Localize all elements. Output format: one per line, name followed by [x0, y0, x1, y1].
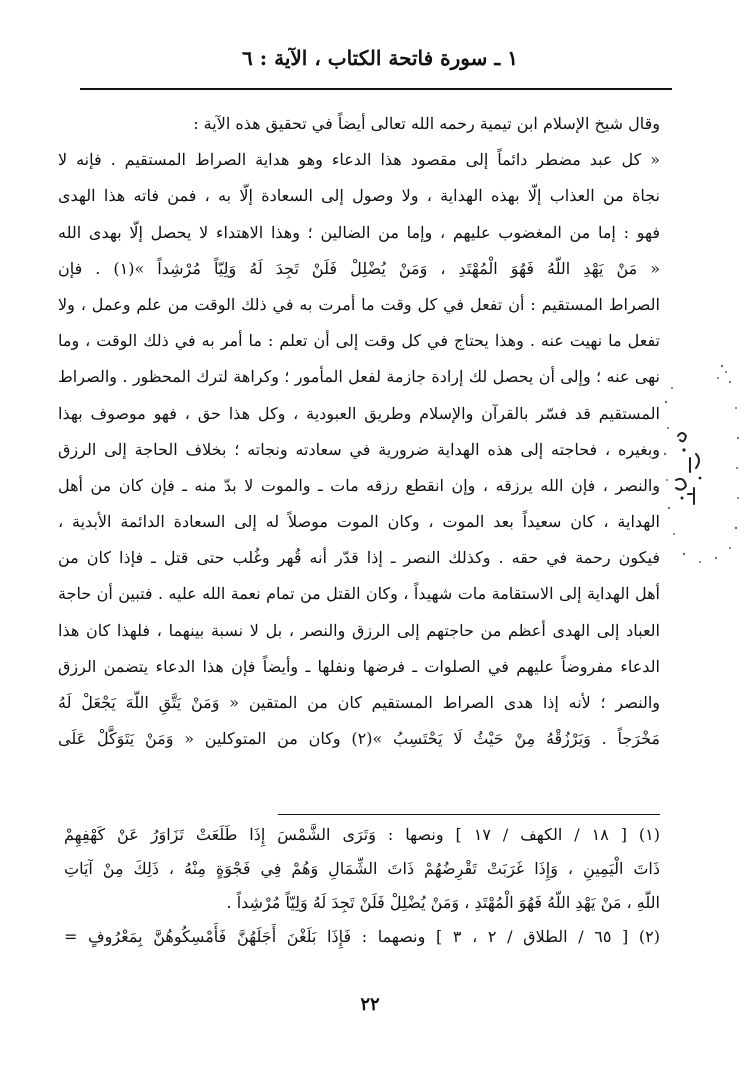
text-line: « مَنْ يَهْدِ اللّهُ فَهُوَ الْمُهْتَدِ ، وَمَنْ يُضْلِلْ فَلَنْ تَجِدَ لَهُ وَلِيّاً مُرْشِداً »(١) . فإن [58, 258, 660, 278]
footnote-rule [278, 814, 660, 815]
text-line: نهى عنه ؛ وإلى أن يحصل لك إرادة جازمة لفعل المأمور ؛ وكراهة لترك المحظور . والصراط [58, 367, 660, 387]
footnote-line: اللّهِ ، مَنْ يَهْدِ اللّهُ فَهُوَ الْمُهْتَدِ ، وَمَنْ يُضْلِلْ فَلَنْ تَجِدَ لَهُ وَلِيّاً مُرْشِداً . [226, 893, 660, 912]
text-line: فيكون رحمة في حقه . وكذلك النصر ـ إذا قدّر أنه قُهر وغُلب حتى قتل ـ فإذا كان من [58, 548, 660, 568]
footnote-line: (١) [ ١٨ / الكهف / ١٧ ] ونصها : وَتَرَى الشَّمْسَ إِذَا طَلَعَتْ تَزَاوَرُ عَنْ كَهْفِهِمْ [64, 825, 660, 844]
text-line: أهل الهداية إلى الاستقامة مات شهيداً ، وكان القتل من تمام نعمة الله عليه . فتبين أن حاجة [58, 584, 660, 604]
text-line: الهداية ، كان سعيداً بعد الموت ، وكان الموت موصلاً له إلى السعادة الدائمة الأبدية ، [58, 512, 660, 532]
page-number: ٢٢ [360, 994, 380, 1015]
footnotes [64, 818, 660, 954]
running-header: ١ ـ سورة فاتحة الكتاب ، الآية : ٦ [242, 46, 518, 70]
text-line: والنصر ؛ لأنه إذا هدى الصراط المستقيم كان من المتقين « وَمَنْ يَتَّقِ اللّهَ يَجْعَلْ لَهُ [58, 693, 660, 712]
text-line: الصراط المستقيم : أن تفعل في كل وقت ما أمرت به في ذلك الوقت من علم وعمل ، ولا [58, 294, 660, 314]
text-line: المستقيم قد فسّر بالقرآن والإسلام وطريق العبودية ، وكل هذا حق ، فهو موصوف بهذا [58, 403, 660, 423]
text-line: مَخْرَجاً . وَيَرْزُقْهُ مِنْ حَيْثُ لَا يَحْتَسِبُ »(٢) وكان من المتوكلين « وَمَنْ يَتَوَكَّلْ عَلَى [58, 729, 660, 749]
text-line: نجاة من العذاب إلّا بهذه الهداية ، ولا وصول إلى السعادة إلّا به ، فمن فاته هذا الهدى [58, 186, 660, 206]
text-line: العباد إلى الهدى أعظم من حاجتهم إلى الرزق والنصر ، بل لا نسبة بينهما ، فلهذا كان هذا [58, 620, 660, 640]
header-rule [80, 88, 672, 90]
footnote-line: ذَاتَ الْيَمِينِ ، وَإِذَا غَرَبَتْ تَقْرِضُهُمْ ذَاتَ الشِّمَالِ وَهُمْ فِي فَجْوَةٍ مِنْهُ ، ذَلِكَ مِنْ آيَاتِ [64, 859, 660, 878]
text-line: فهو : إما من المغضوب عليهم ، وإما من الضالين ؛ وهذا الاهتداء لا يحصل إلّا بهدى الله [58, 222, 660, 242]
text-line: الدعاء مفروضاً عليهم في الصلوات ـ فرضها ونفلها ـ وأيضاً فإن هذا الدعاء يتضمن الرزق [58, 656, 660, 676]
text-line: « كل عبد مضطر دائماً إلى مقصود هذا الدعاء وهو هداية الصراط المستقيم . فإنه لا [58, 150, 660, 170]
library-stamp-mark [660, 358, 742, 570]
text-line: تفعل ما نهيت عنه . وهذا يحتاج في كل وقت إلى أن تعلم : ما أمر به في ذلك الوقت ، وما [58, 331, 660, 351]
text-line: وقال شيخ الإسلام ابن تيمية رحمه الله تعالى أيضاً في تحقيق هذه الآية : [193, 114, 660, 133]
text-line: والنصر ، فإن الله يرزقه ، وإن انقطع رزقه مات ـ والموت لا بدّ منه ـ فإن كان من أهل [58, 475, 660, 495]
footnote-line: (٢) [ ٦٥ / الطلاق / ٢ ، ٣ ] ونصهما : فَإِذَا بَلَغْنَ أَجَلَهُنَّ فَأَمْسِكُوهُنَّ بِمَعْرُوفٍ = [64, 927, 660, 946]
main-text [58, 106, 660, 757]
text-line: وبغيره ، فحاجته إلى هذه الهداية ضرورية في سعادته ونجاته ؛ بخلاف الحاجة إلى الرزق [58, 439, 660, 459]
